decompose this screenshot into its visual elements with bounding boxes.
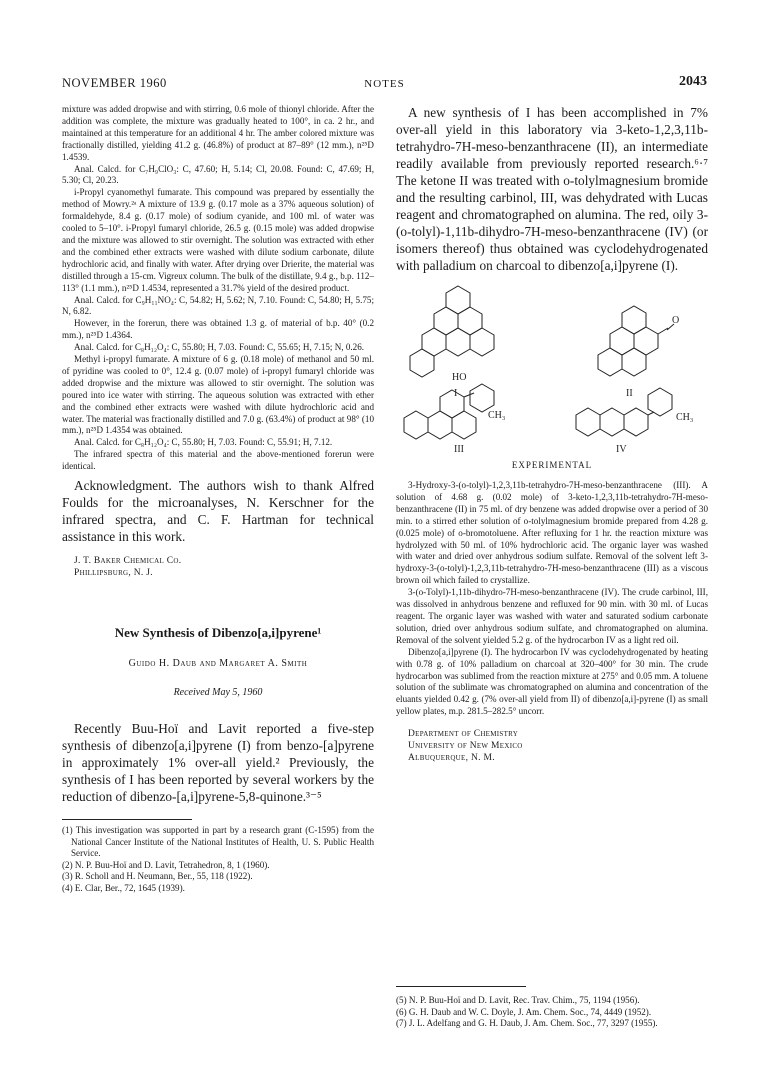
structure-II xyxy=(598,306,674,376)
header-section: NOTES xyxy=(364,78,405,90)
structure-I xyxy=(410,286,494,377)
article-authors: Guido H. Daub and Margaret A. Smith xyxy=(128,658,308,670)
address-line: Phillipsburg, N. J. xyxy=(74,568,153,579)
structure-IV xyxy=(576,388,672,436)
label-IV: IV xyxy=(616,444,627,454)
label-CH3-III: CH₃ xyxy=(488,410,506,421)
footnote-rule xyxy=(396,986,526,987)
experimental-paragraph: 3-(o-Tolyl)-1,11b-dihydro-7H-meso-benzanthracene (IV). The crude carbinol, III, was dissolved in anhydrous benzene and refluxed for 90 min. with 30 ml. of Lucas reagent. The organic layer was washed with water and saturated sodium carbonate solution, dried over anhydrous sodium sulfate, and chromatographed on alumina. Removal of the solvent yielded 5.2 g. of the hydrocarbon IV as a light red oil. xyxy=(396,587,708,645)
paragraph: Methyl i-propyl fumarate. A mixture of 6 g. (0.18 mole) of methanol and 50 ml. of pyridine was cooled to 0°, 12.4 g. (0.07 mole) of i-propyl fumaryl chloride was added dropwise and the mixture was allowed to stir overnight. The solution was poured into ice water with stirring. The aqueous solution was extracted with ether and the combined ether extracts were washed with dilute hydrochloric acid and water. The material was fractionally distilled and 7.0 g. (63.4%) of product at 98° (10 mm.), n²⁵D 1.4354 was obtained. xyxy=(62,354,374,436)
left-column xyxy=(62,104,374,895)
header-date: NOVEMBER 1960 xyxy=(62,76,167,90)
label-I: I xyxy=(454,388,458,399)
synthesis-intro: A new synthesis of I has been accomplished in 7% over-all yield in this laboratory via 3-keto-1,2,3,11b-tetrahydro-7H-meso-benzanthracene (II), an intermediate readily available from previously reported research.⁶·⁷ The ketone II was treated with o-tolylmagnesium bromide and the resulting carbinol, III, was dehydrated with Lucas reagent and chromatographed on alumina. The red, oily 3-(o-tolyl)-1,11b-dihydro-7H-meso-benzanthracene (IV) (or isomers thereof) thus obtained was cyclodehydrogenated with palladium on charcoal to dibenzo[a,i]pyrene (I). xyxy=(396,105,708,273)
received-date: Received May 5, 1960 xyxy=(173,687,263,699)
footnote-rule xyxy=(62,819,192,820)
article-title: New Synthesis of Dibenzo[a,i]pyrene¹ xyxy=(114,625,322,641)
label-II: II xyxy=(626,388,633,399)
running-header xyxy=(62,76,707,94)
footnote: (3) R. Scholl and H. Neumann, Ber., 55, 118 (1922). xyxy=(62,871,253,882)
chemical-structures xyxy=(396,280,708,454)
label-O: O xyxy=(672,315,680,326)
analysis-paragraph: Anal. Calcd. for C₈H₁₂O₄: C, 55.80; H, 7.03. Found: C, 55.65; H, 7.15; N, 0.26. xyxy=(74,342,365,353)
label-CH3-IV: CH₃ xyxy=(676,412,694,423)
footnote: (5) N. P. Buu-Hoï and D. Lavit, Rec. Trav. Chim., 75, 1194 (1956). xyxy=(396,995,640,1005)
experimental-paragraph: Dibenzo[a,i]pyrene (I). The hydrocarbon IV was cyclodehydrogenated by heating with 0.78 g. of 10% palladium on charcoal at 320–400° for 30 min. The crude hydrocarbon was sublimed from the reaction mixture at 275° and 0.05 mm. A toluene solution of the sublimate was chromatographed on alumina and concentration of the eluants yielded 0.42 g. (7% over-all yield from II) of dibenzo[a,i]-pyrene (I) as small yellow plates, m.p. 281.5–282.5° uncorr. xyxy=(396,646,708,717)
acknowledgment: Acknowledgment. The authors wish to thank Alfred Foulds for the microanalyses, N. Kerschner for the infrared spectra, and C. F. Hartman for technical assistance in this work. xyxy=(62,478,374,545)
footnotes xyxy=(62,825,374,895)
label-HO: HO xyxy=(452,372,467,383)
affiliation-address xyxy=(396,728,708,764)
paragraph: However, in the forerun, there was obtained 1.3 g. of material of b.p. 40° (0.2 mm.), n²⁵D 1.4364. xyxy=(62,318,374,341)
right-footnotes xyxy=(396,986,708,1030)
analysis-paragraph: Anal. Calcd. for C₈H₁₂O₄: C, 55.80; H, 7.03. Found: C, 55.91; H, 7.12. xyxy=(74,437,333,448)
footnote: (2) N. P. Buu-Hoï and D. Lavit, Tetrahedron, 8, 1 (1960). xyxy=(62,859,270,870)
address-line: University of New Mexico xyxy=(408,741,523,752)
footnote: (7) J. L. Adelfang and G. H. Daub, J. Am. Chem. Soc., 77, 3297 (1955). xyxy=(396,1018,658,1029)
analysis-paragraph: Anal. Calcd. for C₇H₉ClO₃: C, 47.60; H, 5.14; Cl, 20.08. Found: C, 47.69; H, 5.30; Cl, 20.23. xyxy=(62,163,374,186)
experimental-heading: EXPERIMENTAL xyxy=(511,460,593,470)
analysis-paragraph: Anal. Calcd. for C₉H₁₁NO₄: C, 54.82; H, 5.62; N, 7.10. Found: C, 54.80; H, 5.75; N, 6.82. xyxy=(62,294,374,317)
right-column xyxy=(396,104,708,764)
address-line: Albuquerque, N. M. xyxy=(408,753,495,764)
page-number: 2043 xyxy=(679,74,707,89)
affiliation-address xyxy=(62,555,374,579)
footnote: (1) This investigation was supported in part by a research grant (C-1595) from the National Cancer Institute of the National Institutes of Health, U. S. Public Health Service. xyxy=(62,825,374,859)
structure-III xyxy=(404,384,494,439)
paragraph: i-Propyl cyanomethyl fumarate. This compound was prepared by essentially the method of Mowry.²ᵃ A mixture of 13.9 g. (0.17 mole as a 37% aqueous solution) of formaldehyde, 8.4 g. (0.17 mole) of sodium cyanide, and 100 ml. of water was cooled to 5–10°. i-Propyl fumaryl chloride, 26.5 g. (0.15 mole) was added dropwise and the mixture was allowed to stir overnight. The solution was extracted with ether and the combined ether extracts were washed with dilute sodium carbonate, dilute hydrochloric acid, and finally with water. After drying over Drierite, the material was distilled through a 15-cm. Vigreux column. The bulk of the distillate, 9.4 g., b.p. 112–113° (1.1 mm.), n²⁵D 1.4534, represented a 31.7% yield of the desired product. xyxy=(62,187,374,293)
address-line: Department of Chemistry xyxy=(408,729,519,740)
article-intro: Recently Buu-Hoï and Lavit reported a five-step synthesis of dibenzo[a,i]pyrene (I) from benzo-[a]pyrene in approximately 1% over-all yield.² Previously, the synthesis of I has been reported by several workers by the reduction of dibenzo-[a,i]pyrene-5,8-quinone.³⁻⁵ xyxy=(62,721,374,805)
experimental-paragraph: 3-Hydroxy-3-(o-tolyl)-1,2,3,11b-tetrahydro-7H-meso-benzanthracene (III). A solution of 4.68 g. (0.02 mole) of 3-keto-1,2,3,11b-tetrahydro-7H-meso-benzanthracene (II) in 75 ml. of dry benzene was added dropwise over a period of 30 min. to a stirred ether solution of o-tolylmagnesium bromide prepared from 4.28 g. (0.025 mole) of o-bromotoluene. After refluxing for 1 hr. the reaction mixture was hydrolyzed with 50 ml. of 10% hydrochloric acid. The organic layer was washed with water and dried over anhydrous sodium sulfate. Removal of the solvent left 3-hydroxy-3-(o-tolyl)-1,2,3,11b-tetrahydro-7H-meso-benzanthracene (III) as a viscous brown oil which failed to crystallize. xyxy=(396,480,708,586)
paragraph: The infrared spectra of this material and the above-mentioned forerun were identical. xyxy=(62,449,374,472)
footnote: (6) G. H. Daub and W. C. Doyle, J. Am. Chem. Soc., 74, 4449 (1952). xyxy=(396,1006,652,1017)
footnote: (4) E. Clar, Ber., 72, 1645 (1939). xyxy=(62,883,185,894)
label-III: III xyxy=(454,444,464,454)
paragraph: mixture was added dropwise and with stirring, 0.6 mole of thionyl chloride. After the addition was complete, the mixture was gradually heated to 100°, in ca. 2 hr., and maintained at this temperature for an additional 4 hr. The amber colored mixture was fractionally distilled, yielding 41.2 g. (46.8%) of product at 87–89° (12 mm.), n²⁵D 1.4539. xyxy=(62,104,374,162)
structure-diagram xyxy=(396,280,708,454)
address-line: J. T. Baker Chemical Co. xyxy=(74,556,182,567)
